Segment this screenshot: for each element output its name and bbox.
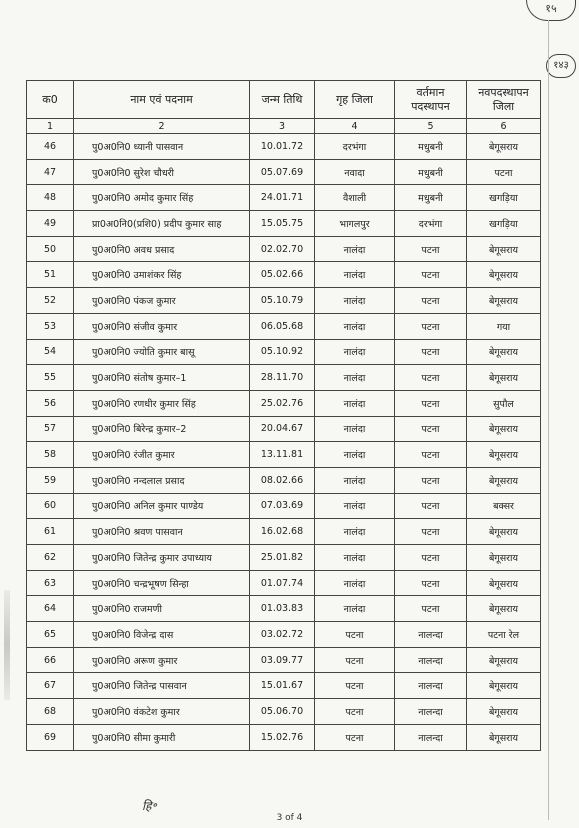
current-posting-cell: पटना <box>395 288 467 314</box>
current-posting-cell: मधुबनी <box>395 185 467 211</box>
new-posting-cell: बेगूसराय <box>467 442 541 468</box>
serial-cell: 66 <box>27 647 74 673</box>
table-row <box>27 211 541 237</box>
current-posting-cell: पटना <box>395 339 467 365</box>
serial-cell: 67 <box>27 673 74 699</box>
name-cell: पु0अ0नि0 संजीव कुमार <box>74 313 250 339</box>
current-posting-cell: नालन्दा <box>395 699 467 725</box>
home-district-cell: नालंदा <box>315 467 395 493</box>
table-row <box>27 699 541 725</box>
dob-cell: 05.10.79 <box>250 288 315 314</box>
header-dob: जन्म तिथि <box>250 81 315 119</box>
dob-cell: 01.07.74 <box>250 570 315 596</box>
serial-cell: 65 <box>27 622 74 648</box>
current-posting-cell: पटना <box>395 236 467 262</box>
home-district-cell: नालंदा <box>315 365 395 391</box>
table-row <box>27 262 541 288</box>
name-cell: पु0अ0नि0 चन्द्रभूषण सिन्हा <box>74 570 250 596</box>
dob-cell: 15.01.67 <box>250 673 315 699</box>
serial-cell: 46 <box>27 134 74 160</box>
name-cell: पु0अ0नि0 अनिल कुमार पाण्डेय <box>74 493 250 519</box>
home-district-cell: नालंदा <box>315 288 395 314</box>
home-district-cell: नालंदा <box>315 339 395 365</box>
dob-cell: 16.02.68 <box>250 519 315 545</box>
serial-cell: 59 <box>27 467 74 493</box>
new-posting-cell: बेगूसराय <box>467 724 541 750</box>
home-district-cell: पटना <box>315 673 395 699</box>
dob-cell: 10.01.72 <box>250 134 315 160</box>
header-name: नाम एवं पदनाम <box>74 81 250 119</box>
table-body <box>27 134 541 751</box>
header-current-posting: वर्तमान पदस्थापन <box>395 81 467 119</box>
name-cell: पु0अ0नि0 नन्दलाल प्रसाद <box>74 467 250 493</box>
current-posting-cell: पटना <box>395 442 467 468</box>
name-cell: पु0अ0नि0 सुरेश चौधरी <box>74 159 250 185</box>
new-posting-cell: बक्सर <box>467 493 541 519</box>
table-row <box>27 313 541 339</box>
current-posting-cell: पटना <box>395 313 467 339</box>
table-row <box>27 390 541 416</box>
table-row <box>27 622 541 648</box>
table-row <box>27 647 541 673</box>
home-district-cell: भागलपुर <box>315 211 395 237</box>
current-posting-cell: मधुबनी <box>395 134 467 160</box>
table-row <box>27 724 541 750</box>
column-number: 6 <box>467 119 541 134</box>
serial-cell: 60 <box>27 493 74 519</box>
home-district-cell: नालंदा <box>315 519 395 545</box>
name-cell: पु0अ0नि0 अवध प्रसाद <box>74 236 250 262</box>
home-district-cell: नालंदा <box>315 545 395 571</box>
current-posting-cell: पटना <box>395 365 467 391</box>
new-posting-cell: गया <box>467 313 541 339</box>
table-row <box>27 545 541 571</box>
current-posting-cell: नालन्दा <box>395 647 467 673</box>
new-posting-cell: बेगूसराय <box>467 339 541 365</box>
name-cell: पु0अ0नि0 उमाशंकर सिंह <box>74 262 250 288</box>
dob-cell: 08.02.66 <box>250 467 315 493</box>
serial-cell: 55 <box>27 365 74 391</box>
dob-cell: 02.02.70 <box>250 236 315 262</box>
serial-cell: 64 <box>27 596 74 622</box>
serial-cell: 68 <box>27 699 74 725</box>
new-posting-cell: खगड़िया <box>467 185 541 211</box>
table-row <box>27 416 541 442</box>
dob-cell: 13.11.81 <box>250 442 315 468</box>
name-cell: पु0अ0नि0 श्रवण पासवान <box>74 519 250 545</box>
name-cell: पु0अ0नि0 विजेन्द्र दास <box>74 622 250 648</box>
current-posting-cell: नालन्दा <box>395 724 467 750</box>
new-posting-cell: सुपौल <box>467 390 541 416</box>
dob-cell: 24.01.71 <box>250 185 315 211</box>
dob-cell: 20.04.67 <box>250 416 315 442</box>
current-posting-cell: पटना <box>395 570 467 596</box>
new-posting-cell: बेगूसराय <box>467 570 541 596</box>
table-row <box>27 365 541 391</box>
table-row <box>27 467 541 493</box>
page-number: 3 of 4 <box>276 813 303 823</box>
scan-artifact <box>4 590 10 700</box>
current-posting-cell: नालन्दा <box>395 673 467 699</box>
serial-cell: 57 <box>27 416 74 442</box>
home-district-cell: नवादा <box>315 159 395 185</box>
dob-cell: 15.02.76 <box>250 724 315 750</box>
serial-cell: 69 <box>27 724 74 750</box>
home-district-cell: नालंदा <box>315 313 395 339</box>
name-cell: पु0अ0नि0 जितेन्द्र पासवान <box>74 673 250 699</box>
home-district-cell: पटना <box>315 622 395 648</box>
corner-page-mark: १५ <box>526 0 576 21</box>
serial-cell: 47 <box>27 159 74 185</box>
home-district-cell: पटना <box>315 724 395 750</box>
dob-cell: 03.09.77 <box>250 647 315 673</box>
new-posting-cell: बेगूसराय <box>467 365 541 391</box>
transfer-table <box>26 80 541 751</box>
name-cell: पु0अ0नि0 वंकटेश कुमार <box>74 699 250 725</box>
home-district-cell: दरभंगा <box>315 134 395 160</box>
initials-signature: हि॰ <box>142 799 157 813</box>
new-posting-cell: बेगूसराय <box>467 673 541 699</box>
current-posting-cell: पटना <box>395 493 467 519</box>
name-cell: पु0अ0नि0 रणधीर कुमार सिंह <box>74 390 250 416</box>
new-posting-cell: बेगूसराय <box>467 467 541 493</box>
table-row <box>27 236 541 262</box>
home-district-cell: नालंदा <box>315 570 395 596</box>
name-cell: पु0अ0नि0 अमोद कुमार सिंह <box>74 185 250 211</box>
serial-cell: 49 <box>27 211 74 237</box>
current-posting-cell: मधुबनी <box>395 159 467 185</box>
current-posting-cell: पटना <box>395 596 467 622</box>
new-posting-cell: बेगूसराय <box>467 545 541 571</box>
dob-cell: 01.03.83 <box>250 596 315 622</box>
table-row <box>27 339 541 365</box>
dob-cell: 06.05.68 <box>250 313 315 339</box>
current-posting-cell: नालन्दा <box>395 622 467 648</box>
new-posting-cell: बेगूसराय <box>467 699 541 725</box>
home-district-cell: नालंदा <box>315 596 395 622</box>
table-row <box>27 288 541 314</box>
header-new-posting: नवपदस्थापन जिला <box>467 81 541 119</box>
home-district-cell: नालंदा <box>315 390 395 416</box>
new-posting-cell: बेगूसराय <box>467 416 541 442</box>
home-district-cell: नालंदा <box>315 442 395 468</box>
new-posting-cell: खगड़िया <box>467 211 541 237</box>
table-row <box>27 493 541 519</box>
serial-cell: 58 <box>27 442 74 468</box>
new-posting-cell: बेगूसराय <box>467 262 541 288</box>
serial-cell: 61 <box>27 519 74 545</box>
dob-cell: 25.02.76 <box>250 390 315 416</box>
current-posting-cell: पटना <box>395 262 467 288</box>
current-posting-cell: पटना <box>395 390 467 416</box>
name-cell: पु0अ0नि0 ज्योति कुमार बासू <box>74 339 250 365</box>
table-row <box>27 159 541 185</box>
name-cell: प्रा0अ0नि0(प्रशि0) प्रदीप कुमार साह <box>74 211 250 237</box>
serial-cell: 51 <box>27 262 74 288</box>
table-row <box>27 570 541 596</box>
new-posting-cell: पटना रेल <box>467 622 541 648</box>
table-row <box>27 185 541 211</box>
home-district-cell: वैशाली <box>315 185 395 211</box>
table-row <box>27 673 541 699</box>
current-posting-cell: पटना <box>395 416 467 442</box>
dob-cell: 05.06.70 <box>250 699 315 725</box>
column-number: 5 <box>395 119 467 134</box>
new-posting-cell: बेगूसराय <box>467 596 541 622</box>
home-district-cell: नालंदा <box>315 493 395 519</box>
table-row <box>27 442 541 468</box>
name-cell: पु0अ0नि0 बिरेन्द्र कुमार–2 <box>74 416 250 442</box>
name-cell: पु0अ0नि0 अरूण कुमार <box>74 647 250 673</box>
header-serial: क0 <box>27 81 74 119</box>
serial-cell: 54 <box>27 339 74 365</box>
serial-cell: 53 <box>27 313 74 339</box>
dob-cell: 07.03.69 <box>250 493 315 519</box>
name-cell: पु0अ0नि0 रंजीत कुमार <box>74 442 250 468</box>
current-posting-cell: पटना <box>395 467 467 493</box>
new-posting-cell: बेगूसराय <box>467 288 541 314</box>
serial-cell: 48 <box>27 185 74 211</box>
new-posting-cell: बेगूसराय <box>467 134 541 160</box>
home-district-cell: पटना <box>315 699 395 725</box>
current-posting-cell: दरभंगा <box>395 211 467 237</box>
home-district-cell: नालंदा <box>315 416 395 442</box>
name-cell: पु0अ0नि0 सीमा कुमारी <box>74 724 250 750</box>
current-posting-cell: पटना <box>395 519 467 545</box>
serial-cell: 52 <box>27 288 74 314</box>
current-posting-cell: पटना <box>395 545 467 571</box>
dob-cell: 28.11.70 <box>250 365 315 391</box>
header-home-district: गृह जिला <box>315 81 395 119</box>
name-cell: पु0अ0नि0 राजमणी <box>74 596 250 622</box>
table-row <box>27 134 541 160</box>
name-cell: पु0अ0नि0 जितेन्द्र कुमार उपाध्याय <box>74 545 250 571</box>
new-posting-cell: पटना <box>467 159 541 185</box>
serial-cell: 50 <box>27 236 74 262</box>
serial-cell: 62 <box>27 545 74 571</box>
column-number: 1 <box>27 119 74 134</box>
name-cell: पु0अ0नि0 पंकज कुमार <box>74 288 250 314</box>
dob-cell: 05.10.92 <box>250 339 315 365</box>
column-number-row <box>27 119 541 134</box>
new-posting-cell: बेगूसराय <box>467 236 541 262</box>
serial-cell: 56 <box>27 390 74 416</box>
new-posting-cell: बेगूसराय <box>467 519 541 545</box>
header-row <box>27 81 541 119</box>
dob-cell: 05.07.69 <box>250 159 315 185</box>
new-posting-cell: बेगूसराय <box>467 647 541 673</box>
dob-cell: 25.01.82 <box>250 545 315 571</box>
column-number: 4 <box>315 119 395 134</box>
serial-cell: 63 <box>27 570 74 596</box>
home-district-cell: नालंदा <box>315 262 395 288</box>
name-cell: पु0अ0नि0 संतोष कुमार–1 <box>74 365 250 391</box>
table-row <box>27 519 541 545</box>
table-row <box>27 596 541 622</box>
home-district-cell: पटना <box>315 647 395 673</box>
dob-cell: 03.02.72 <box>250 622 315 648</box>
dob-cell: 15.05.75 <box>250 211 315 237</box>
margin-line <box>548 20 549 820</box>
column-number: 2 <box>74 119 250 134</box>
column-number: 3 <box>250 119 315 134</box>
name-cell: पु0अ0नि0 ध्यानी पासवान <box>74 134 250 160</box>
dob-cell: 05.02.66 <box>250 262 315 288</box>
side-folio-mark: १४३ <box>546 54 576 78</box>
home-district-cell: नालंदा <box>315 236 395 262</box>
